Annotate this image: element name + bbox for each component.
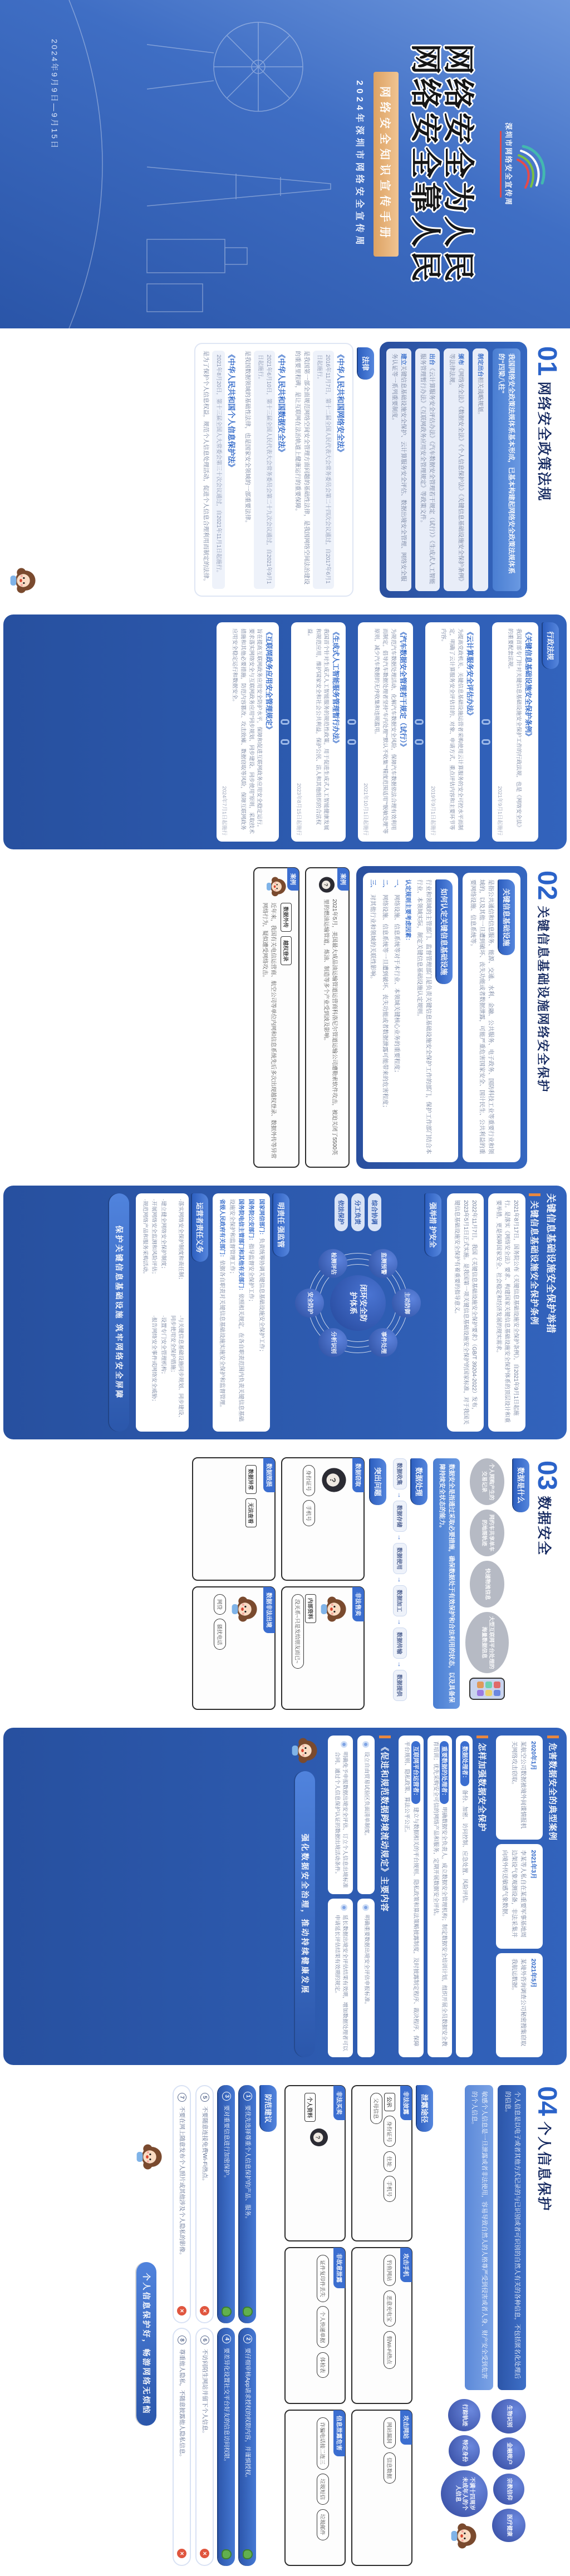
fist-icon (222, 2307, 232, 2317)
x-icon: × (200, 2306, 209, 2316)
cover-content (0, 0, 570, 328)
arrow-icon: → (396, 1619, 404, 1625)
data-examples: 个人网购产生的交易记录 网约车共享单车的地图轨迹 快递物流信息 大型互联网平台处理的海量数据信息 (465, 1458, 509, 1709)
problem-panel: 非法售卖 内部资料 没关系~只是发给朋友而已~ (281, 1586, 365, 1710)
case-label: 案例 (337, 868, 349, 891)
hacker-icon (308, 2126, 330, 2149)
leak-channels-tag: 泄露途径 (417, 2085, 433, 2132)
case-card: 2021年3月 李某等人私自在某重要军事基地周边架设气象观测设备，非法采集并向境外传送敏感气象数据。 (496, 1844, 543, 1948)
arrow-icon: → (396, 1492, 404, 1498)
arrow-icon: → (396, 1661, 404, 1668)
case-card: 2020年1月 某航空公司数据被境外间谍情报机关网络攻击窃取。 (496, 1736, 543, 1840)
regulation-card: 《生成式人工智能服务管理暂行办法》 我国首个针对生成式人工智能服务的规范性政策，用于促进生成式人工智能健康发展和规范应用，维护国家安全和社会公共利益，保护公民、法人和其他组织的合法权益。 2023年8月15日起施行 (291, 622, 346, 842)
event-date-range: 2024年9月9日—9月15日 (50, 39, 59, 150)
section2-page (0, 859, 570, 1176)
prevention-tips (173, 2085, 256, 2566)
case-card: 2021年5月 某境外咨询调查公司秘密搜集窃取我航运数据。 (496, 1953, 543, 2057)
page-gap (0, 1443, 570, 1449)
section2-heading (532, 859, 570, 1176)
tip-item: 3 要对重要信息进行加密保护。 (218, 2085, 235, 2323)
arrow-icon: → (396, 1534, 404, 1541)
policy-points (386, 348, 488, 591)
policy-point: 出台《云计算服务安全评估办法》《汽车数据安全管理若干规定（试行）》《生成式人工智能服务管理暂行办法》《互联网政务应用安全管理规定》等政策文件。 (415, 348, 440, 591)
page-gap (0, 2068, 570, 2075)
case-panel-telecom: 案例 数据外传 越权登录 近年来，我国有关电信运营商、航空公司等单位内网和信息系统先后多次出现越权登录、数据外传等异常网络行为，疑似遭受网络攻击。 (253, 867, 299, 1168)
tip-item: 1 要优先选择尊重个人信息保护的产品、服务。 (239, 2085, 256, 2323)
arrow-icon: → (396, 1576, 404, 1583)
cover-title (409, 43, 474, 285)
principle-pills: 综合协调 分工负责 依法保护 (335, 1193, 381, 1231)
hacker-icon (319, 1465, 349, 1495)
diagram-node: 主动防御 (392, 1289, 421, 1318)
data-exfiltration-badge: 数据外传 (281, 903, 292, 932)
logo-block (500, 122, 550, 206)
protect-tag: 强举措 护安全 (425, 1193, 441, 1257)
tip-item: 2 要仔细审核App请求授权的权限内容，并谨慎授权。 (239, 2328, 256, 2566)
logo-text: 深圳市网络安全宣传周 (504, 122, 513, 206)
sensitive-info-bubbles: 生物识别 金融账户 宗教信仰 医疗健康 行踪轨迹 特定身份 不满十四周岁未成年人的个人信息 (441, 2399, 526, 2566)
fist-icon (243, 2549, 253, 2559)
fist-icon (222, 2549, 232, 2559)
regulation-card: 《互联网政务应用安全管理规定》 旨在提高互联网政务应用安全防护水平，保障和促进互联网政务应用安全稳定运行。要求落实网络安全与互联网政务应用“同步规划、同步建设、同步使用”原则，采取技术措施和其他必要措施，防范内容篡改、攻击致瘫、数据窃取等风险，保障互联网政务应用安全稳定运行和数据安全。 2024年7月1日起施行 (217, 622, 279, 842)
case-label: 案例 (287, 868, 299, 891)
dot-icon (362, 1904, 369, 1911)
page-gap (0, 853, 570, 859)
policy-overview-panel (380, 342, 527, 598)
diagram-node: 事件处理 (368, 1328, 397, 1357)
cii-definition-tag: 关键信息基础设施 (499, 879, 515, 955)
tip-item: 6 不访问陌生网站并留下个人信息。 × (195, 2328, 214, 2566)
section2-number: 02 (532, 871, 562, 901)
tip-item: 8 尊重他人隐私，不随意披露他人隐私信息。 × (173, 2328, 191, 2566)
case-comics (253, 867, 350, 1168)
cii-measures-page (0, 1182, 570, 1443)
leak-panel: 非故意泄露 证件复印件丢失 个人快递单据 体检表 (284, 2247, 346, 2403)
data-cases-head: 危害数据安全的典型案例 (547, 1736, 559, 2057)
section3-page (0, 1449, 570, 1718)
law-item: 《中华人民共和国网络安全法》 2016年11月7日，第十二届全国人民代表大会常务委员会第二十四次会议通过，自2017年6月1日起施行。 是我国第一部全面规范网络空间安全管理方面问题的基础性法律，是我国网络空间法治建设的重要里程碑，是让互联网在法治轨道上健康运行的重要保障。 (293, 351, 347, 589)
data-cases (496, 1736, 543, 2057)
section3-title: 数据安全 (536, 1496, 552, 1556)
regulation-card: 《汽车数据安全管理若干规定（试行）》 为规范汽车数据处理活动、化解汽车数据安全风险，保障汽车数据依法合理有效利用而制定，倡导汽车数据处理者坚持“车内处理”“默认不收集”“精度范围适用”“脱敏处理”等原则，减少汽车数据的无序收集和违规滥用。 2021年10月1日起施行 (358, 622, 413, 842)
section1-number: 01 (532, 346, 562, 376)
problem-panel: 数据毁损 数据异常 无法查看 (192, 1457, 276, 1581)
operator-duties-card: ·落实网络安全保护制度和责任制； ·与关键信息基础设施同步规划、同步建设、同步使用安全保护措施； ·建立健全网络安全保护制度； ·设置专门安全管理机构； ·开展网络安全监测和风险评估； ·报告网络安全事件或网络安全威胁； ·规范网络产品和服务采购活动。 (136, 1193, 189, 1432)
policy-point: 制定出台相关战略规划。 (473, 348, 488, 591)
diagram-node: 监测预警 (368, 1249, 397, 1278)
x-icon: × (177, 2306, 186, 2316)
diagram-node: 检测评估 (318, 1249, 347, 1278)
leak-panel: 非法买卖 个人资料 (284, 2085, 346, 2241)
data-security-definition: 数据安全是指通过采取必要措施，确保数据处于有效保护和合法利用的状态，以及具备保障持续安全状态的能力。 (433, 1458, 460, 1709)
point-card: 明确免予申报数据出境安全评估、订立个人信息出境标准合同、通过个人信息保护认证的数据出境活动条件。 (328, 1736, 353, 1894)
cii-definition-card: 关键信息基础设施 是指公共通信和信息服务、能源、交通、水利、金融、公共服务、电子政务、国防科技工业等重要行业和领域的，以及其他一旦遭到破坏、丧失功能或者数据泄露，可能严重危害国家安全、国计民生、公共利益的重要网络设施、信息系统等。 (463, 873, 520, 1162)
chain-link-icon (346, 622, 358, 842)
tip-item: 7 不要在网上随意发布个人照片或其他涉及个人隐私的影像。 × (173, 2085, 191, 2323)
section3-heading (532, 1449, 570, 1718)
role-item: 国家网信部门：负责统筹协调关键信息基础设施安全保护工作； (258, 1199, 264, 1355)
data-what-tag: 数据是什么 (513, 1458, 529, 1512)
logo-rule (500, 131, 502, 198)
regulation-card: 《关键信息基础设施安全保护条例》 我国首部专门针对关键信息基础设施安全保护工作的行政法规，也是《网络安全法》的重要配套法规。 2021年9月1日起施行 (492, 622, 538, 842)
section4-title: 个人信息保护 (536, 2121, 552, 2212)
department-roles-card (213, 1193, 271, 1432)
cii-measure-cards (447, 1193, 525, 1432)
data-how-head: 怎样加强数据安全保护 (476, 1736, 488, 2057)
actor-duty: 重要数据的处理者：明确数据安全负责人，成立数据安全管理机构；制定数据安全培训计划，组织开展全员数据安全教育培训；优先采购安全可信的网络产品和服务，定期开展数据安全评估。 (428, 1736, 453, 2057)
tip-item: 4 要差异化设置社交平台好友的信息访问权限。 (218, 2328, 235, 2566)
mascot-girl-icon (135, 2142, 165, 2172)
factors-label: 认定规则主要考虑因素： (404, 879, 411, 944)
section1-title: 网络安全政策法规 (536, 381, 552, 502)
regulations-panel (3, 614, 567, 849)
cover-title-line2: 网络安全靠人民 (408, 43, 444, 285)
cross-border-points (328, 1736, 375, 2057)
data-problems-grid (192, 1457, 365, 1710)
data-protection-panel (3, 1728, 567, 2065)
mascot-girl-icon (290, 1736, 320, 1766)
section4-heading (532, 2075, 570, 2576)
policy-point: 颁布《网络安全法》《数据安全法》《个人信息保护法》《关键信息基础设施安全保护条例》等法律法规。 (444, 348, 469, 591)
point-card: 明确重要数据出境安全评估申报标准。 (357, 1899, 375, 2057)
point-card: 设立自由贸易试验区负面清单制度。 (357, 1736, 375, 1894)
role-item: 省级人民政府有关部门：依据各自职责对关键信息基础设施实施安全保护和监督管理。 (219, 1199, 225, 1410)
problem-panel: 数据非法出境 网贷 骚扰电话 (192, 1586, 276, 1710)
role-item: 国务院电信主管部门和其他有关部门：依照相关规定，在各自职责范围内负责关键信息基础设施安全保护和监督管理工作； (229, 1199, 244, 1422)
tips-tag: 防范建议 (261, 2085, 277, 2132)
chain-link-icon (413, 622, 425, 842)
diagram-node: 安全防护 (295, 1289, 324, 1318)
policy-intro-highlight: 我国网络安全政策法规体系基本形成，已基本构建起网络安全政策法规体系的“四梁八柱” (493, 348, 520, 591)
page-gap (0, 1718, 570, 1724)
cover-page (0, 0, 570, 328)
mascot-girl (6, 566, 38, 596)
actor-duty: 互联网平台运营者：建立与数据相关的平台规则、隐私政策和算法策略披露制度，及时披露制定程序、裁决程序，保障平台规则、隐私政策、算法公平公正。 (399, 1736, 424, 2057)
actor-duty: 数据处理者：备份、加密、访问控制、应急处置、风险评估。 (456, 1736, 473, 2057)
section1-page (0, 335, 570, 604)
propaganda-week-logo-icon (517, 139, 550, 190)
page-gap (0, 604, 570, 611)
operator-tag: 运营者责任义务 (193, 1193, 209, 1262)
factor-item: 二、 网络设施、信息系统等一旦遭到破坏、丧失功能或者数据泄露可能带来的危害程度； (381, 879, 389, 1111)
section3-number: 03 (532, 1461, 562, 1491)
x-icon: × (200, 2549, 209, 2558)
diagram-center: 闭环安全防护体系 (330, 1275, 386, 1331)
section4-page (0, 2075, 570, 2576)
section2-title: 关键信息基础设施网络安全保护 (536, 906, 551, 1093)
cii-identify-tag: 如何认定关键信息基础设施 (436, 879, 453, 984)
leak-channels-grid (284, 2085, 412, 2566)
law-tab: 法律 (358, 347, 374, 380)
unauthorized-login-badge: 越权登录 (281, 936, 292, 965)
regulation-card: 《云计算服务安全评估办法》 为提高党政机关、关键信息基础设施运营者采购使用云计算服务的安全可控水平而制定，明确了云计算服务安全评估目的、对象、申请方式、重点评估内容和主要环节等内容。 2019年9月1日起施行 (425, 622, 480, 842)
chain-link-icon (279, 622, 291, 842)
cii-identify-card: 如何认定关键信息基础设施 行业和领域的主管部门、监督管理部门是负责关键信息基础设施安全保护工作的部门，保护工作部门结合本行业、本领域实际，制定关键信息基础设施认定规则。 认定规则主要考虑因素： 一、 网络设施、信息系统等对于本行业、本领域关键核心业务的重要程度； 二、 网络设施、信息系统等一旦遭到破坏、丧失功能或者数据泄露可能带来的危害程度； 三、 对其他行业和领域的关联性影响。 (363, 873, 458, 1162)
cover-title-line1: 网络安全为人民 (441, 43, 476, 285)
law-item: 《中华人民共和国数据安全法》 2021年6月10日，第十三届全国人民代表大会常务委员会第二十九次会议通过，自2021年9月1日起施行。 是我国数据领域的基础性法律，也是国家安全领域的一部重要法律。 (243, 351, 288, 589)
cii-regulation-subhead: 关键信息基础设施安全保护条例 (529, 1193, 540, 1432)
data-process-tag: 数据处理 (411, 1458, 428, 1505)
cover-subtitle: 2024年深圳市网络安全宣传周 (355, 80, 365, 248)
role-item: 国务院公安部门：指导监督安全保护工作； (248, 1199, 254, 1305)
sensitive-info-definition: 敏感个人信息是一旦泄露或者非法使用，容易导致自然人的人格尊严受到侵害或者人身、财产安全受到危害的个人信息。 (465, 2085, 493, 2390)
case-panel-pipeline: 案例 2021年5月，美国最大成品油运输管道运营商科洛尼尔管道运输公司遭勒索软件攻击，被迫关闭了5500英里的燃油运输管道，炼油、制造等多个产业受到波及影响。 (305, 867, 350, 1168)
cii-banner: 保护关键信息基础设施 筑牢网络安全屏障 (109, 1193, 129, 1432)
policy-point: 建立关键信息基础设施安全保护、云计算服务安全评估、数据出境安全管理、网络安全服务认证等一系列重要制度。 (386, 348, 411, 591)
page-gap (0, 328, 570, 335)
mascot-girl-icon (230, 1594, 260, 1624)
laws-card (194, 343, 353, 597)
problems-tag: 突出问题 (370, 1458, 386, 1505)
section4-number: 04 (532, 2086, 562, 2116)
mascot-girl-icon (449, 2521, 479, 2551)
leak-panel: 非法披露 公示 身份证号 住址 手机号 父母信息 (351, 2085, 412, 2241)
cii-measures-header: 关键信息基础设施安全保护举措 (546, 1193, 556, 1334)
leak-harm-panel: 信息泄露危害 诈骗电话接二连三 垃圾短信 垃圾邮件 (284, 2410, 346, 2566)
data-protection-page (0, 1724, 570, 2068)
personal-info-intro (441, 2075, 532, 2576)
chain-link-icon (480, 622, 492, 842)
leak-panel: 攻击手机 钓鱼网站 恶意充电宝 假Wi-Fi热点 (351, 2247, 412, 2403)
factor-item: 三、 对其他行业和领域的关联性影响。 (370, 879, 377, 982)
section1-heading (532, 335, 570, 604)
fist-icon (243, 2307, 253, 2317)
cross-border-head: 《促进和规范数据跨境流动规定》主要内容 (379, 1736, 391, 2057)
problem-panel: 数据窃取 身份证号 手机号 (281, 1457, 365, 1581)
dot-icon (341, 1904, 347, 1911)
cii-measures-panel (3, 1186, 567, 1439)
closed-loop-protection-diagram (294, 1239, 422, 1367)
personal-info-definition: 个人信息是以电子或者其他方式记录的与已识别或者可识别的自然人有关的各种信息，不包括匿名化处理后的信息。 (498, 2085, 526, 2390)
regulations-tab: 行政法规 (543, 622, 559, 669)
measure-card: 2022年11月7日，我国《关键信息基础设施安全保护要求》（GB/T 39204-2022）发布，2023年5月1日正式实施。是我国第一项关键信息基础设施安全保护的国家标准，对于我国关键信息基础设施安全保护有着重要的指导意义。 (447, 1193, 484, 1432)
factor-item: 一、 网络设施、信息系统等对于本行业、本领域关键核心业务的重要程度； (393, 879, 400, 1076)
dot-icon (341, 1741, 347, 1748)
smartphone-illustration (469, 1678, 505, 1700)
law-item: 《中华人民共和国个人信息保护法》 2021年8月20日，第十三届全国人大常委会第三十次会议通过，自2021年11月1日起施行。 是为了保护个人信息权益，规范个人信息处理活动，促进个人信息合理利用而制定的法律。 (201, 351, 237, 589)
mascot-girl-icon (319, 1594, 349, 1624)
tip-item: 5 不要随意连接免费Wi-Fi热点。 × (195, 2085, 214, 2323)
cii-definition-panel (356, 866, 527, 1169)
x-icon: × (177, 2549, 186, 2558)
data-process-flow: 数据收集 → 数据存储 → 数据使用 → 数据加工 → 数据传输 → 数据提供 (393, 1458, 407, 1709)
point-card: 延长数据出境安全评估结果有效期，增加数据处理者可以申请延长评估结果有效期的规定。 (328, 1899, 353, 2057)
personal-info-banner: 个人信息保护好，畅游网络无烦恼 (136, 2262, 156, 2426)
page-gap (0, 1176, 570, 1182)
handbook-label: 网络安全知识宣传手册 (374, 72, 399, 257)
leak-panel: 攻击网站 网站漏洞 信息数据 (351, 2410, 412, 2566)
measure-card: 2021年8月17日，国务院公布《关键信息基础设施安全保护条例》，自2021年9月1日起施行。是落实《网络安全法》要求、构建国家关键信息基础设施安全保护体系的顶层设计和重要举措，更是保障国家安全、社会稳定和经济发展的现实需求。 (489, 1193, 526, 1432)
dot-icon (362, 1741, 369, 1748)
data-banner: 强化数据安全治理，推动持续健康发展 (295, 1771, 315, 2057)
duty-tag: 明责任 强监管 (273, 1193, 289, 1257)
diagram-node: 分析识别 (318, 1328, 347, 1357)
regulations-page (0, 611, 570, 853)
